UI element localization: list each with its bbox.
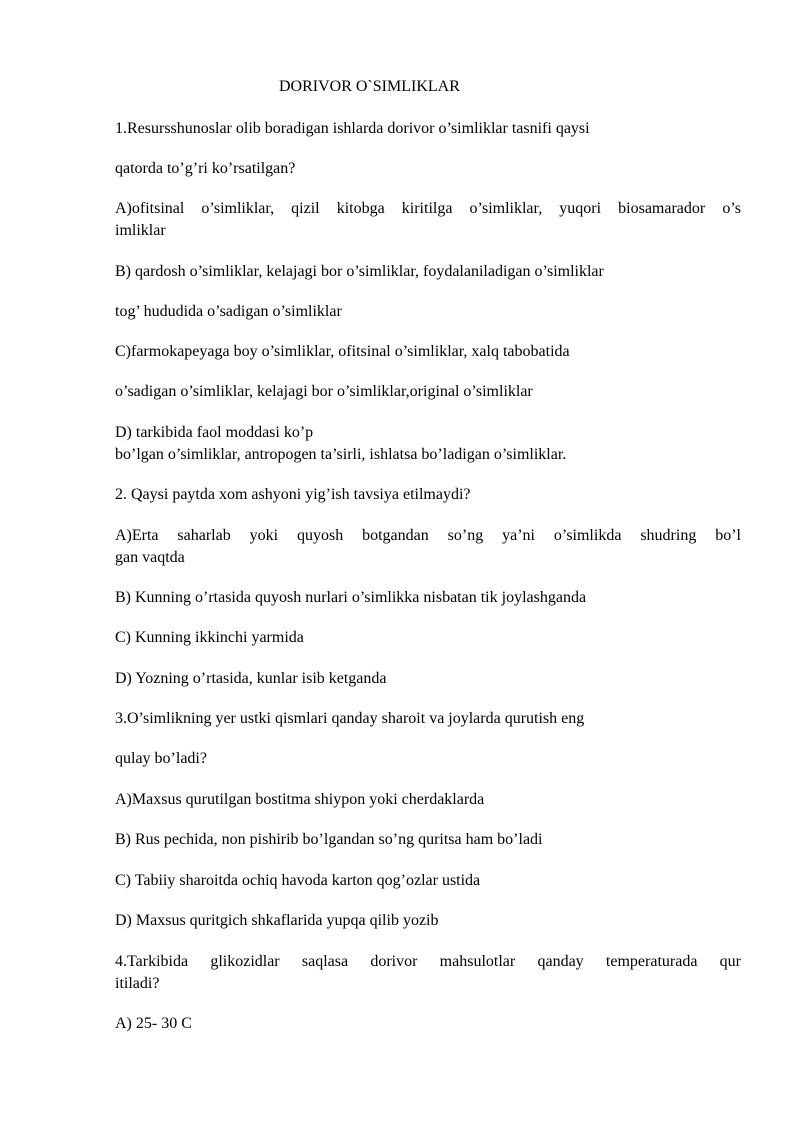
question-2-option-b: B) Kunning o’rtasida quyosh nurlari o’simlikka nisbatan tik joylashganda [115,589,587,606]
question-1-option-a-line-2: imliklar [115,222,166,239]
question-4-option-a: A) 25- 30 C [115,1015,192,1032]
question-1-line-1: 1.Resursshunoslar olib boradigan ishlarda dorivor o’simliklar tasnifi qaysi [115,120,590,137]
question-3-line-2: qulay bo’ladi? [115,750,207,767]
question-2-text: 2. Qaysi paytda xom ashyoni yig’ish tavsiya etilmaydi? [115,486,471,503]
question-1-line-2: qatorda to’g’ri ko’rsatilgan? [115,160,296,177]
page-title: DORIVOR O`SIMLIKLAR [279,78,460,95]
question-1-option-c-line-1: C)farmokapeyaga boy o’simliklar, ofitsinal o’simliklar, xalq tabobatida [115,343,570,360]
question-3-option-b: B) Rus pechida, non pishirib bo’lgandan so’ng quritsa ham bo’ladi [115,831,543,848]
question-4-line-2: itiladi? [115,975,160,992]
question-2-option-a-line-1: A)Erta saharlab yoki quyosh botgandan so’ng ya’ni o’simlikda shudring bo’l [115,527,741,544]
question-1-option-d-line-1: D) tarkibida faol moddasi ko’p [115,424,314,441]
question-3-option-a: A)Maxsus qurutilgan bostitma shiypon yoki cherdaklarda [115,791,485,808]
question-2-option-d: D) Yozning o’rtasida, kunlar isib ketganda [115,670,387,687]
question-1-option-b-line-1: B) qardosh o’simliklar, kelajagi bor o’simliklar, foydalaniladigan o’simliklar [115,263,604,280]
question-2-option-a-line-2: gan vaqtda [115,549,185,566]
question-1-option-d-line-2: bo’lgan o’simliklar, antropogen ta’sirli, ishlatsa bo’ladigan o’simliklar. [115,446,567,463]
question-1-option-c-line-2: o’sadigan o’simliklar, kelajagi bor o’simliklar,original o’simliklar [115,383,533,400]
question-4-line-1: 4.Tarkibida glikozidlar saqlasa dorivor mahsulotlar qanday temperaturada qur [115,953,741,970]
question-1-option-a-line-1: A)ofitsinal o’simliklar, qizil kitobga kiritilga o’simliklar, yuqori biosamarador o’s [115,200,741,217]
question-3-option-c: C) Tabiiy sharoitda ochiq havoda karton qog’ozlar ustida [115,872,481,889]
question-2-option-c: C) Kunning ikkinchi yarmida [115,629,304,646]
question-3-option-d: D) Maxsus quritgich shkaflarida yupqa qilib yozib [115,912,439,929]
question-1-option-b-line-2: tog’ hududida o’sadigan o’simliklar [115,303,342,320]
question-3-line-1: 3.O’simlikning yer ustki qismlari qanday sharoit va joylarda qurutish eng [115,710,585,727]
